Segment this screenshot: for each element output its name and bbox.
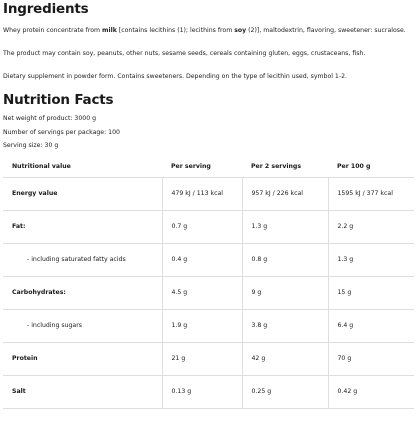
- composition-text-3: (2)], maltodextrin, flavoring, sweetener: sucralose.: [246, 27, 406, 34]
- row-label: Energy value: [3, 177, 162, 210]
- row-label: Carbohydrates:: [3, 276, 162, 309]
- row-label: Protein: [3, 342, 162, 375]
- column-header: Per serving: [171, 163, 211, 170]
- cell-per-100g: 6.4 g: [328, 309, 414, 342]
- cell-per-2-servings: 0.8 g: [242, 243, 328, 276]
- table-row: [3, 243, 414, 276]
- cell-per-2-servings: 3.8 g: [242, 309, 328, 342]
- cell-per-100g: 1595 kJ / 377 kcal: [328, 177, 414, 210]
- nutrition-table-header: [3, 157, 414, 178]
- cell-per-2-servings: 42 g: [242, 342, 328, 375]
- cell-per-2-servings: 0.25 g: [242, 375, 328, 408]
- cell-per-serving: 0.4 g: [162, 243, 242, 276]
- servings-per-package: Number of servings per package: 100: [3, 128, 120, 136]
- cell-per-2-servings: 9 g: [242, 276, 328, 309]
- table-row: [3, 375, 414, 408]
- cell-per-serving: 479 kJ / 113 kcal: [162, 177, 242, 210]
- nutrition-table: [3, 157, 414, 409]
- column-header: Per 2 servings: [251, 163, 301, 170]
- nutrition-heading: Nutrition Facts: [3, 92, 114, 108]
- row-label: - including saturated fatty acids: [3, 243, 162, 276]
- column-header: Nutritional value: [12, 163, 71, 170]
- cell-per-100g: 2.2 g: [328, 210, 414, 243]
- cell-per-serving: 0.13 g: [162, 375, 242, 408]
- table-row: [3, 210, 414, 243]
- cell-per-2-servings: 957 kJ / 226 kcal: [242, 177, 328, 210]
- allergen-soy: soy: [234, 27, 247, 34]
- table-row: [3, 177, 414, 210]
- table-row: [3, 276, 414, 309]
- ingredients-heading: Ingredients: [3, 1, 89, 17]
- cell-per-100g: 70 g: [328, 342, 414, 375]
- row-label: Fat:: [3, 210, 162, 243]
- composition-text-2: [contains lecithins (1); lecithins from: [116, 27, 235, 34]
- supplement-note: Dietary supplement in powder form. Contains sweeteners. Depending on the type of lecithin used, symbol 1-2.: [3, 73, 347, 80]
- cell-per-100g: 1.3 g: [328, 243, 414, 276]
- row-label: Salt: [3, 375, 162, 408]
- cell-per-serving: 0.7 g: [162, 210, 242, 243]
- cell-per-serving: 4.5 g: [162, 276, 242, 309]
- cell-per-100g: 15 g: [328, 276, 414, 309]
- net-weight: Net weight of product: 3000 g: [3, 115, 97, 122]
- package-facts: [3, 115, 413, 156]
- column-header: Per 100 g: [337, 163, 371, 170]
- cell-per-serving: 21 g: [162, 342, 242, 375]
- serving-size: Serving size: 30 g: [3, 142, 59, 149]
- table-row: [3, 342, 414, 375]
- allergen-milk: milk: [102, 27, 117, 34]
- cell-per-100g: 0.42 g: [328, 375, 414, 408]
- composition-text-1: Whey protein concentrate from: [3, 27, 103, 34]
- cell-per-2-servings: 1.3 g: [242, 210, 328, 243]
- row-label: - including sugars: [3, 309, 162, 342]
- ingredients-composition: [3, 27, 413, 35]
- allergens-note: The product may contain soy, peanuts, other nuts, sesame seeds, cereals containing gluten, eggs, crustaceans, fish.: [3, 50, 366, 57]
- table-row: [3, 309, 414, 342]
- cell-per-serving: 1.9 g: [162, 309, 242, 342]
